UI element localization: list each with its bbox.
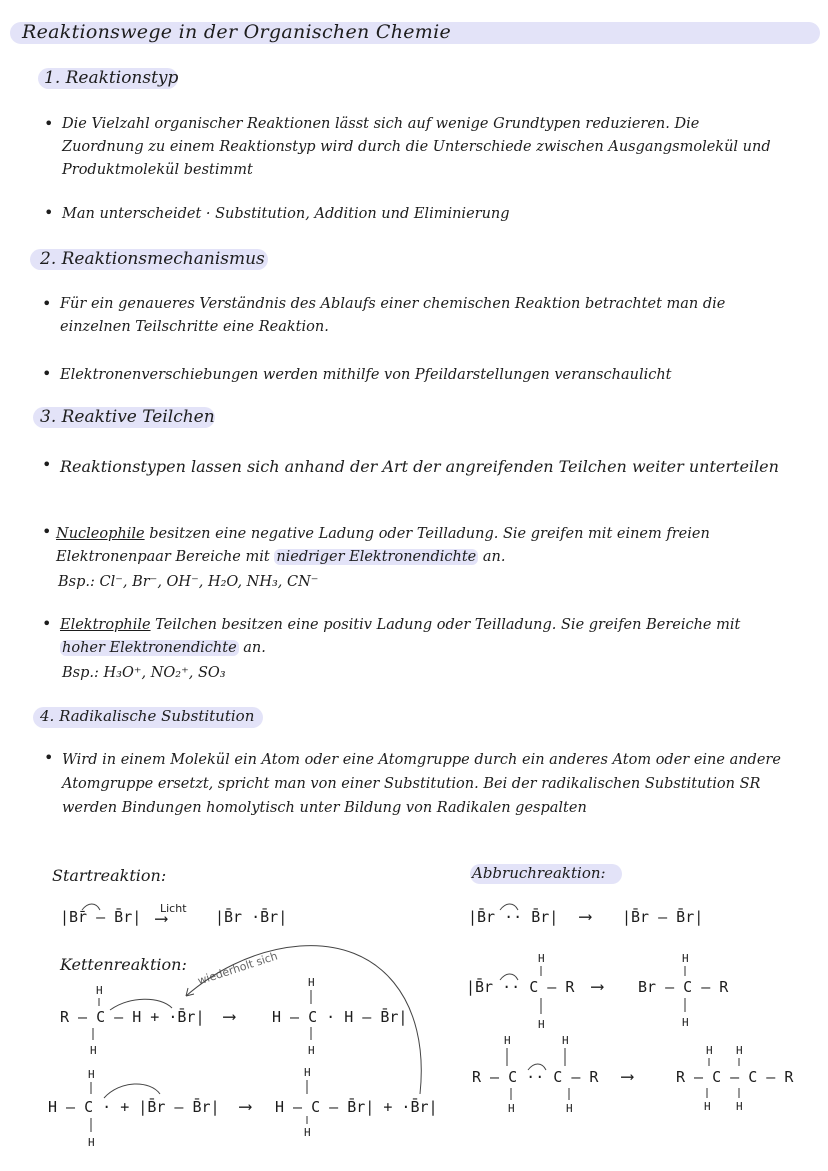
h-atom: H <box>304 1066 311 1079</box>
elektrophile-highlight: hoher Elektronendichte <box>62 640 237 656</box>
label-abbruchreaktion: Abbruchreaktion: <box>472 864 606 882</box>
electron-arrow <box>528 1064 546 1070</box>
heading-reaktive-teilchen: 3. Reaktive Teilchen <box>40 407 215 427</box>
h-atom: H <box>90 1044 97 1057</box>
paragraph-substitution: Wird in einem Molekül ein Atom oder eine Atomgruppe durch ein anderes Atom oder eine andere Atomgruppe ersetzt, spricht man von einer Substitution. Bei der radikalischen Substitution SR werden Bindungen homolytisch unter Bildung von Radikalen gespalten <box>62 752 781 816</box>
ketten-eq2-left: H – C · + |B̄r – B̄r| <box>48 1098 220 1116</box>
label-kettenreaktion: Kettenreaktion: <box>60 955 187 974</box>
bullet-dot: • <box>42 522 52 541</box>
bullet-dot: • <box>42 614 52 633</box>
paragraph-verstaendnis: Für ein genaueres Verständnis des Ablaufs einer chemischen Reaktion betrachtet man die einzelnen Teilschritte eine Reaktion. <box>60 296 726 335</box>
electron-arrow <box>500 904 518 910</box>
annotation-wiederholt: wiederholt sich <box>196 949 280 988</box>
h-atom: H <box>562 1034 569 1047</box>
electron-arrow <box>82 904 100 910</box>
ketten-eq1-right: H – C · H – B̄r| <box>272 1008 408 1026</box>
h-atom: H <box>96 984 103 997</box>
elektrophile-text-end: an. <box>243 640 266 656</box>
ketten-eq2-arrow: ⟶ <box>240 1096 251 1117</box>
ketten-eq1-arrow: ⟶ <box>224 1006 235 1027</box>
h-atom: H <box>682 952 689 965</box>
h-atom: H <box>704 1100 711 1113</box>
abbruch-eq3-left: R – C ·· C – R <box>472 1068 599 1086</box>
term-elektrophile: Elektrophile <box>60 617 151 633</box>
bullet-dot: • <box>42 294 52 313</box>
abbruch-eq1-left: |B̄r ·· B̄r| <box>468 908 559 926</box>
bullet-dot: • <box>44 114 54 133</box>
term-nucleophile: Nucleophile <box>56 526 145 542</box>
h-atom: H <box>538 1018 545 1031</box>
start-products: |B̄r ·B̄r| <box>215 908 288 926</box>
ketten-eq2-right: H – C – B̄r| + ·B̄r| <box>275 1098 438 1116</box>
h-atom: H <box>736 1044 743 1057</box>
h-atom: H <box>566 1102 573 1115</box>
abbruch-eq1-right: |B̄r – B̄r| <box>622 908 704 926</box>
paragraph-elektronenverschiebung: Elektronenverschiebungen werden mithilfe von Pfeildarstellungen veranschaulicht <box>60 367 672 383</box>
elektrophile-text: Teilchen besitzen eine positiv Ladung oder Teilladung. Sie greifen Bereiche mit <box>155 617 741 633</box>
start-arrow-label: Licht <box>160 902 187 915</box>
bullet-dot: • <box>42 364 52 383</box>
nucleophile-highlight: niedriger Elektronendichte <box>276 549 477 565</box>
page-title: Reaktionswege in der Organischen Chemie <box>22 21 452 43</box>
abbruch-eq3-arrow: ⟶ <box>622 1066 633 1087</box>
h-atom: H <box>88 1136 95 1149</box>
h-atom: H <box>88 1068 95 1081</box>
h-atom: H <box>304 1126 311 1139</box>
start-arrow: ⟶ <box>156 908 167 929</box>
abbruch-eq2-arrow: ⟶ <box>592 976 603 997</box>
start-reactant: |Br̄ – B̄r| <box>60 908 142 926</box>
heading-reaktionsmechanismus: 2. Reaktionsmechanismus <box>40 249 265 269</box>
abbruch-eq2-right: Br – C – R <box>638 978 729 996</box>
abbruch-eq1-arrow: ⟶ <box>580 906 591 927</box>
h-atom: H <box>706 1044 713 1057</box>
electron-arrow <box>110 999 172 1010</box>
bullet-dot: • <box>42 455 52 474</box>
h-atom: H <box>538 952 545 965</box>
paragraph-reaktionstypen: Reaktionstypen lassen sich anhand der Art der angreifenden Teilchen weiter unterteilen <box>60 457 779 476</box>
h-atom: H <box>682 1016 689 1029</box>
paragraph-vielzahl: Die Vielzahl organischer Reaktionen lässt sich auf wenige Grundtypen reduzieren. Die Zuordnung zu einem Reaktionstyp wird durch die Unterschiede zwischen Ausgangsmolekül und Produktmolekül bestimmt <box>62 116 771 178</box>
h-atom: H <box>308 976 315 989</box>
h-atom: H <box>736 1100 743 1113</box>
electron-arrow <box>104 1084 160 1098</box>
h-atom: H <box>308 1044 315 1057</box>
abbruch-eq2-left: |B̄r ·· C – R <box>466 978 575 996</box>
h-atom: H <box>504 1034 511 1047</box>
paragraph-unterscheidet: Man unterscheidet · Substitution, Addition und Eliminierung <box>62 206 510 222</box>
bullet-dot: • <box>44 203 54 222</box>
nucleophile-text: besitzen eine negative Ladung oder Teilladung. Sie greifen mit einem freien Elektronenpaar Bereiche mit <box>56 526 710 565</box>
heading-radikalische-substitution: 4. Radikalische Substitution <box>40 707 255 725</box>
electron-arrow <box>500 974 518 980</box>
label-startreaktion: Startreaktion: <box>52 866 167 885</box>
elektrophile-example: Bsp.: H₃O⁺, NO₂⁺, SO₃ <box>62 665 226 681</box>
heading-reaktionstyp: 1. Reaktionstyp <box>44 68 179 88</box>
nucleophile-example: Bsp.: Cl⁻, Br⁻, OH⁻, H₂O, NH₃, CN⁻ <box>58 574 319 590</box>
ketten-eq1-left: R – C – H + ·B̄r| <box>60 1008 205 1026</box>
repeat-arrow <box>186 946 421 1094</box>
nucleophile-text-end: an. <box>482 549 506 565</box>
abbruch-eq3-right: R – C – C – R <box>676 1068 794 1086</box>
h-atom: H <box>508 1102 515 1115</box>
bullet-dot: • <box>44 748 54 767</box>
